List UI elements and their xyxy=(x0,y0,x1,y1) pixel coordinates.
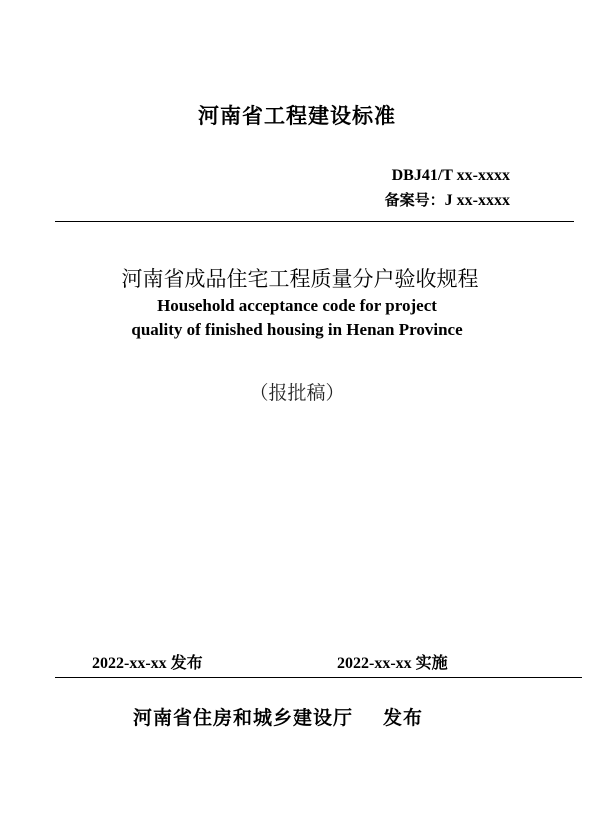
draft-status: （报批稿） xyxy=(249,382,345,404)
issue-label: 发布 xyxy=(170,653,203,672)
issue-date-line xyxy=(92,650,203,673)
bottom-divider xyxy=(55,677,582,678)
issuer-action: 发布 xyxy=(383,707,424,729)
top-divider xyxy=(55,221,574,222)
issuer-name: 河南省住房和城乡建设厅 xyxy=(133,707,354,729)
standard-number: DBJ41/T xx-xxxx xyxy=(391,167,510,184)
record-number-line xyxy=(385,188,510,213)
series-title: 河南省工程建设标准 xyxy=(198,104,396,128)
implement-date: 2022-xx-xx xyxy=(337,655,412,672)
title-english-line-1: Household acceptance code for project xyxy=(157,296,437,315)
implement-date-line xyxy=(337,650,448,673)
issue-date: 2022-xx-xx xyxy=(92,655,167,672)
standard-number-block xyxy=(385,163,510,213)
document-title-block xyxy=(0,264,594,342)
implement-label: 实施 xyxy=(415,653,448,672)
record-number: J xx-xxxx xyxy=(444,192,510,209)
record-label: 备案号： xyxy=(384,191,445,209)
issuer-line xyxy=(133,703,423,730)
title-chinese: 河南省成品住宅工程质量分户验收规程 xyxy=(121,267,479,291)
title-english-line-2: quality of finished housing in Henan Province xyxy=(131,320,463,339)
